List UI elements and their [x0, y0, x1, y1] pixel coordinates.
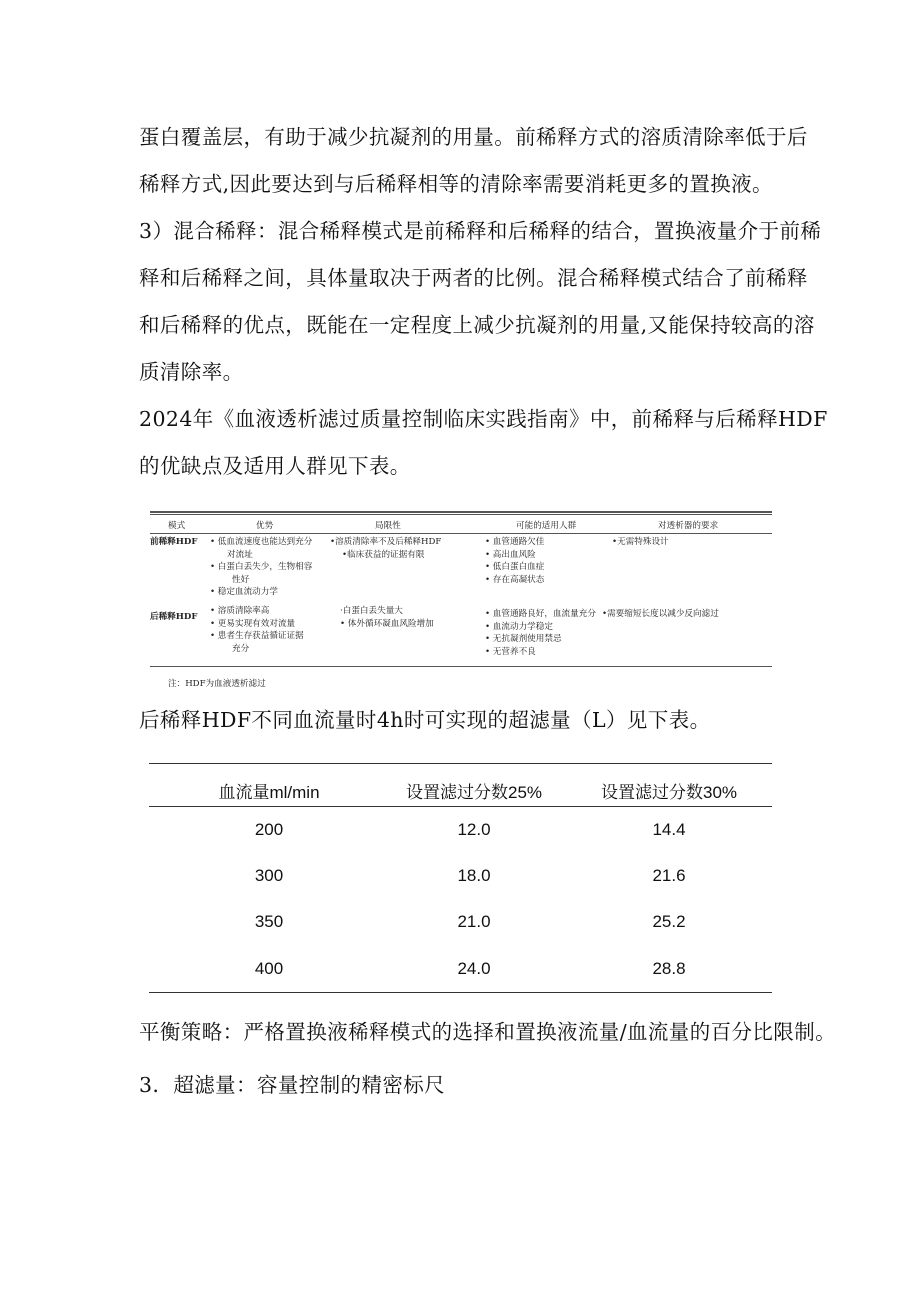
uf-cell: 28.8 [652, 959, 686, 978]
cell-line: •溶质清除率不及后稀释HDF [330, 537, 442, 547]
table-top-rule-thin [150, 514, 772, 515]
cell-line: •无需特殊设计 [612, 537, 669, 547]
section-heading [139, 1062, 779, 1109]
uf-table-bottom-rule [149, 992, 772, 993]
table-cell-population [485, 536, 544, 586]
uf-cell: 200 [254, 820, 284, 839]
text-line: 3）混合稀释：混合稀释模式是前稀释和后稀释的结合，置换液量介于前稀 [139, 219, 822, 243]
table-cell-limitations [330, 536, 441, 561]
cell-line: • 高出血风险 [485, 549, 536, 560]
text-line: 的优缺点及适用人群见下表。 [139, 454, 411, 478]
uf-cell: 21.0 [457, 912, 491, 931]
table-header-advantages: 优势 [256, 521, 274, 531]
table-cell-limitations [340, 605, 434, 630]
text-line: 质清除率。 [139, 360, 244, 384]
table-bottom-rule [150, 666, 772, 667]
body-paragraph [139, 114, 828, 490]
uf-header-ff25: 设置滤过分数25% [405, 783, 543, 802]
uf-cell: 400 [254, 959, 284, 978]
cell-line: •需要缩短长度以减少反向滤过 [602, 609, 719, 619]
uf-header-ff30: 设置滤过分数30% [600, 783, 738, 802]
table-top-rule [150, 511, 772, 513]
text-line: 平衡策略：严格置换液稀释模式的选择和置换液流量/血流量的百分比限制。 [139, 1020, 837, 1044]
cell-line: • 白蛋白丢失少，生物相容 [210, 562, 313, 572]
comparison-table [150, 511, 772, 668]
cell-line: 性好 [232, 574, 250, 585]
text-line: 稀释方式,因此要达到与后稀释相等的清除率需要消耗更多的置换液。 [139, 172, 773, 196]
uf-caption [139, 697, 779, 744]
uf-cell: 21.6 [652, 866, 686, 885]
cell-line: • 无抗凝剂使用禁忌 [485, 634, 562, 644]
table-cell-mode: 后稀释HDF [150, 612, 198, 622]
uf-table-header-rule [149, 806, 772, 807]
uf-cell: 25.2 [652, 912, 686, 931]
cell-line: ·白蛋白丢失量大 [340, 606, 403, 616]
table-cell-requirements [602, 608, 719, 621]
table-header-population: 可能的适用人群 [516, 521, 577, 531]
table-note: 注：HDF为血液透析滤过 [168, 679, 266, 689]
cell-line: • 血管通路欠佳 [485, 537, 545, 547]
cell-line: • 无营养不良 [485, 646, 536, 657]
table-cell-mode: 前稀释HDF [150, 537, 198, 547]
cell-line: • 体外循环凝血风险增加 [340, 618, 434, 629]
cell-line: • 稳定血流动力学 [210, 587, 278, 597]
table-header-limitations: 局限性 [375, 521, 401, 531]
table-header-rule [150, 533, 772, 534]
cell-line: • 血流动力学稳定 [485, 621, 553, 632]
uf-table-top-rule [149, 763, 772, 764]
cell-line: 充分 [232, 643, 250, 654]
cell-line: • 低白蛋白血症 [485, 562, 545, 572]
cell-line: 对流址 [227, 549, 253, 560]
cell-line: • 存在高凝状态 [485, 574, 545, 585]
table-cell-advantages [210, 536, 312, 599]
text-line: 后稀释HDF不同血流量时4h时可实现的超滤量（L）见下表。 [139, 708, 711, 732]
cell-line: • 血管通路良好，血流量充分 [485, 609, 596, 619]
uf-cell: 14.4 [652, 820, 686, 839]
table-header-requirements: 对透析器的要求 [658, 521, 719, 531]
uf-cell: 12.0 [457, 820, 491, 839]
uf-cell: 350 [254, 912, 284, 931]
table-header-mode: 模式 [168, 521, 186, 531]
table-cell-population [485, 608, 596, 658]
cell-line: • 更易实现有效对流量 [210, 618, 296, 629]
uf-header-bloodflow: 血流量ml/min [218, 783, 320, 802]
text-line: 蛋白覆盖层，有助于减少抗凝剂的用量。前稀释方式的溶质清除率低于后 [139, 125, 808, 149]
cell-line: •临床获益的证据有限 [342, 549, 425, 560]
text-line: 2024年《血液透析滤过质量控制临床实践指南》中，前稀释与后稀释HDF [139, 407, 828, 431]
table-cell-requirements [612, 536, 669, 549]
cell-line: • 溶质清除率高 [210, 606, 270, 616]
text-line: 和后稀释的优点，既能在一定程度上减少抗凝剂的用量,又能保持较高的溶 [139, 313, 815, 337]
cell-line: • 患者生存获益循证证据 [210, 631, 304, 641]
uf-cell: 18.0 [457, 866, 491, 885]
table-cell-advantages [210, 605, 304, 655]
uf-cell: 24.0 [457, 959, 491, 978]
heading-text: 3．超滤量：容量控制的精密标尺 [139, 1073, 446, 1097]
uf-cell: 300 [254, 866, 284, 885]
text-line: 释和后稀释之间，具体量取决于两者的比例。混合稀释模式结合了前稀释 [139, 266, 808, 290]
strategy-paragraph [139, 1009, 837, 1056]
cell-line: • 低血流速度也能达到充分 [210, 537, 313, 547]
uf-table [149, 760, 772, 995]
